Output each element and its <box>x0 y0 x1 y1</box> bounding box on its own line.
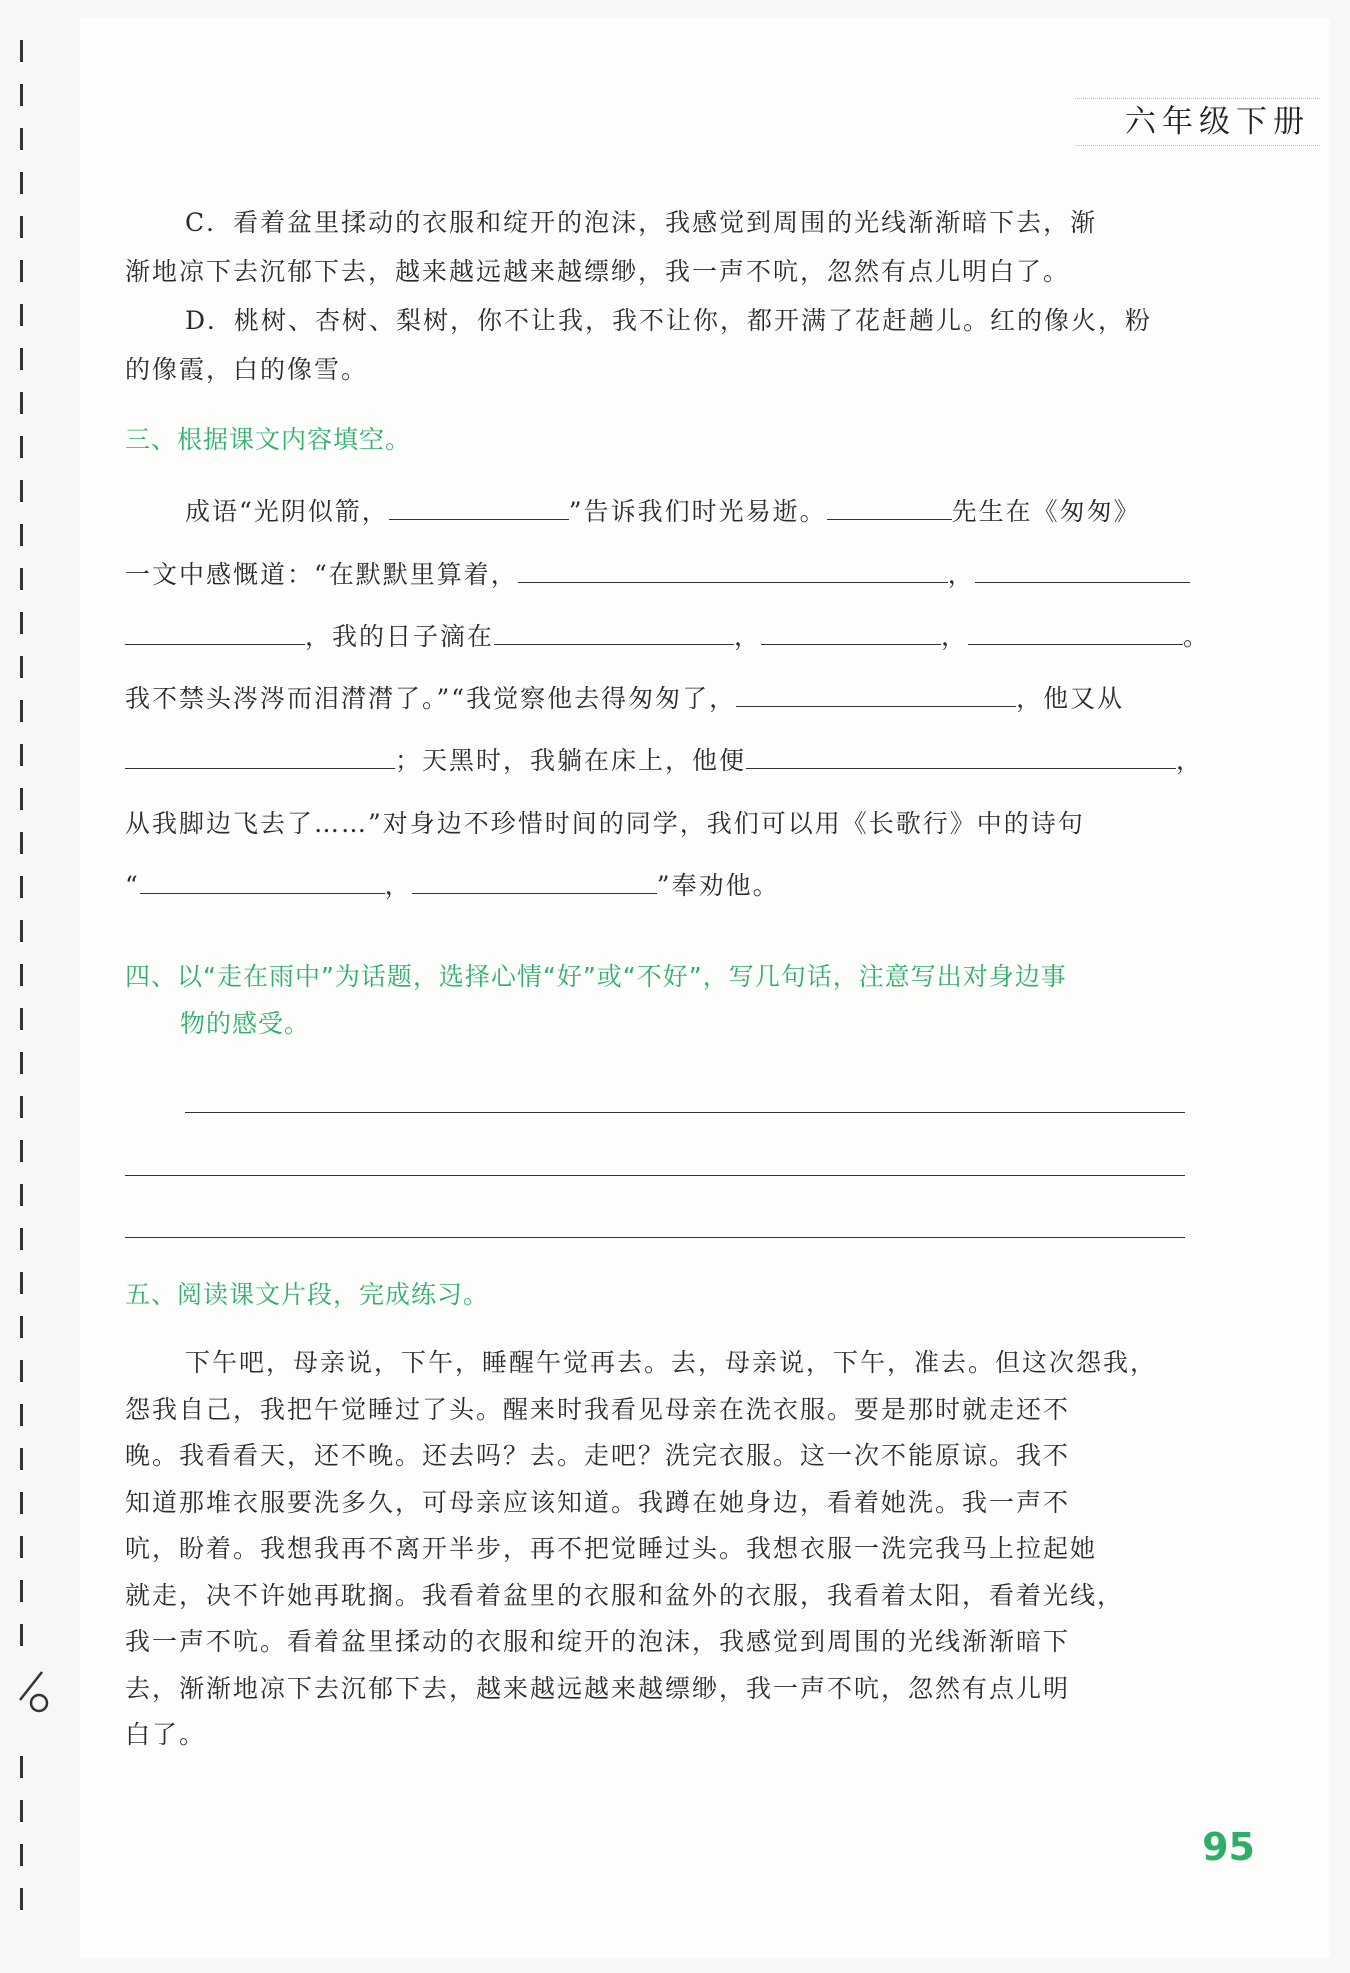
binding-tick <box>20 832 23 854</box>
passage-line: 去，渐渐地凉下去沉郁下去，越来越远越来越缥缈，我一声不吭，忽然有点儿明 <box>125 1673 1071 1703</box>
fill-text: “ <box>125 871 140 900</box>
fill-blank[interactable] <box>736 684 1016 707</box>
fill-text: ， <box>734 622 762 651</box>
binding-tick <box>20 1580 23 1602</box>
fill-text: 。 <box>1183 622 1211 651</box>
passage-line: 怨我自己，我把午觉睡过了头。醒来时我看见母亲在洗衣服。要是那时就走还不 <box>125 1394 1071 1424</box>
writing-line[interactable] <box>125 1237 1185 1238</box>
fill-text: ， <box>947 560 975 589</box>
fill-blank[interactable] <box>140 871 385 894</box>
page-number: 95 <box>1202 1825 1255 1869</box>
grade-label: 六年级下册 <box>1125 104 1310 140</box>
fill-line3 <box>125 617 1210 653</box>
fill-text: ，他又从 <box>1016 684 1125 713</box>
binding-tick <box>20 84 23 106</box>
fill-blank[interactable] <box>389 497 569 520</box>
section5-heading: 五、阅读课文片段，完成练习。 <box>125 1280 490 1309</box>
fill-text: ，我的日子滴在 <box>305 622 495 651</box>
binding-tick <box>20 216 23 238</box>
fill-line6: 从我脚边飞去了……”对身边不珍惜时间的同学，我们可以用《长歌行》中的诗句 <box>125 809 1085 838</box>
fill-blank[interactable] <box>125 746 395 769</box>
fill-blank[interactable] <box>968 622 1183 645</box>
fill-blank[interactable] <box>827 497 952 520</box>
fill-text: ”告诉我们时光易逝。 <box>568 497 827 526</box>
fill-text: 我不禁头涔涔而泪潸潸了。”“我觉察他去得匆匆了， <box>125 684 737 713</box>
fill-text: 先生在《匆匆》 <box>951 497 1141 526</box>
binding-tick <box>20 1448 23 1470</box>
binding-tick <box>20 1360 23 1382</box>
option-d-line1: D．桃树、杏树、梨树，你不让我，我不让你，都开满了花赶趟儿。红的像火，粉 <box>185 306 1153 335</box>
fill-line2 <box>125 555 1190 591</box>
binding-tick <box>20 744 23 766</box>
binding-tick <box>20 1184 23 1206</box>
binding-tick <box>20 128 23 150</box>
fill-line4 <box>125 679 1124 715</box>
fill-text: 成语“光阴似箭， <box>185 497 389 526</box>
binding-tick <box>20 1800 23 1822</box>
binding-tick <box>20 1888 23 1910</box>
option-d-line2: 的像霞，白的像雪。 <box>125 355 369 384</box>
passage-line: 知道那堆衣服要洗多久，可母亲应该知道。我蹲在她身边，看着她洗。我一声不 <box>125 1487 1071 1517</box>
passage-line: 就走，决不许她再耽搁。我看着盆里的衣服和盆外的衣服，我看着太阳，看着光线， <box>125 1580 1125 1610</box>
fill-blank[interactable] <box>494 622 734 645</box>
fill-text: ， <box>1176 746 1204 775</box>
fill-text: ；天黑时，我躺在床上，他便 <box>395 746 747 775</box>
binding-marks <box>20 40 26 1940</box>
option-c-line1: C．看着盆里揉动的衣服和绽开的泡沫，我感觉到周围的光线渐渐暗下去，渐 <box>185 208 1098 237</box>
fill-line5 <box>125 741 1203 777</box>
fill-text: 一文中感慨道：“在默默里算着， <box>125 560 518 589</box>
binding-tick <box>20 260 23 282</box>
option-c <box>125 198 1195 296</box>
binding-tick <box>20 700 23 722</box>
binding-tick <box>20 876 23 898</box>
binding-tick <box>20 612 23 634</box>
writing-line[interactable] <box>125 1175 1185 1176</box>
binding-tick <box>20 480 23 502</box>
binding-tick <box>20 1536 23 1558</box>
fill-line7 <box>125 866 780 902</box>
binding-tick <box>20 788 23 810</box>
binding-tick <box>20 1492 23 1514</box>
binding-tick <box>20 920 23 942</box>
binding-curl-mark <box>12 1670 62 1730</box>
section3-heading: 三、根据课文内容填空。 <box>125 425 412 454</box>
fill-text: ， <box>384 871 412 900</box>
writing-line[interactable] <box>185 1112 1185 1113</box>
fill-text: ， <box>941 622 969 651</box>
binding-tick <box>20 1228 23 1250</box>
fill-blank[interactable] <box>125 622 305 645</box>
binding-tick <box>20 348 23 370</box>
binding-tick <box>20 392 23 414</box>
fill-blank[interactable] <box>975 560 1190 583</box>
reading-passage <box>125 1340 1195 1759</box>
passage-line: 晚。我看看天，还不晚。还去吗？去。走吧？洗完衣服。这一次不能原谅。我不 <box>125 1441 1071 1470</box>
binding-tick <box>20 1096 23 1118</box>
binding-tick <box>20 40 23 62</box>
passage-line: 白了。 <box>125 1720 207 1749</box>
section4-heading-line1: 四、以“走在雨中”为话题，选择心情“好”或“不好”，写几句话，注意写出对身边事 <box>125 962 1067 991</box>
binding-tick <box>20 1316 23 1338</box>
option-d <box>125 296 1195 394</box>
fill-blank[interactable] <box>761 622 941 645</box>
fill-blank[interactable] <box>412 871 657 894</box>
passage-line: 下午吧，母亲说，下午，睡醒午觉再去。去，母亲说，下午，准去。但这次怨我， <box>185 1348 1158 1377</box>
binding-tick <box>20 1008 23 1030</box>
section4-heading-line2: 物的感受。 <box>180 1009 311 1038</box>
fill-blank[interactable] <box>746 746 1176 769</box>
binding-tick <box>20 524 23 546</box>
binding-tick <box>20 304 23 326</box>
binding-tick <box>20 1624 23 1646</box>
fill-line1 <box>185 492 1141 528</box>
fill-blank[interactable] <box>518 560 948 583</box>
binding-tick <box>20 436 23 458</box>
binding-tick <box>20 1272 23 1294</box>
binding-tick <box>20 1052 23 1074</box>
binding-tick <box>20 1140 23 1162</box>
binding-tick <box>20 1844 23 1866</box>
binding-tick <box>20 1404 23 1426</box>
binding-tick <box>20 172 23 194</box>
binding-tick <box>20 568 23 590</box>
binding-tick <box>20 964 23 986</box>
option-c-line2: 渐地凉下去沉郁下去，越来越远越来越缥缈，我一声不吭，忽然有点儿明白了。 <box>125 257 1071 286</box>
binding-tick <box>20 1756 23 1778</box>
fill-text: ”奉劝他。 <box>656 871 780 900</box>
binding-tick <box>20 656 23 678</box>
passage-line: 我一声不吭。看着盆里揉动的衣服和绽开的泡沫，我感觉到周围的光线渐渐暗下 <box>125 1627 1071 1656</box>
passage-line: 吭，盼着。我想我再不离开半步，再不把觉睡过头。我想衣服一洗完我马上拉起她 <box>125 1534 1098 1563</box>
